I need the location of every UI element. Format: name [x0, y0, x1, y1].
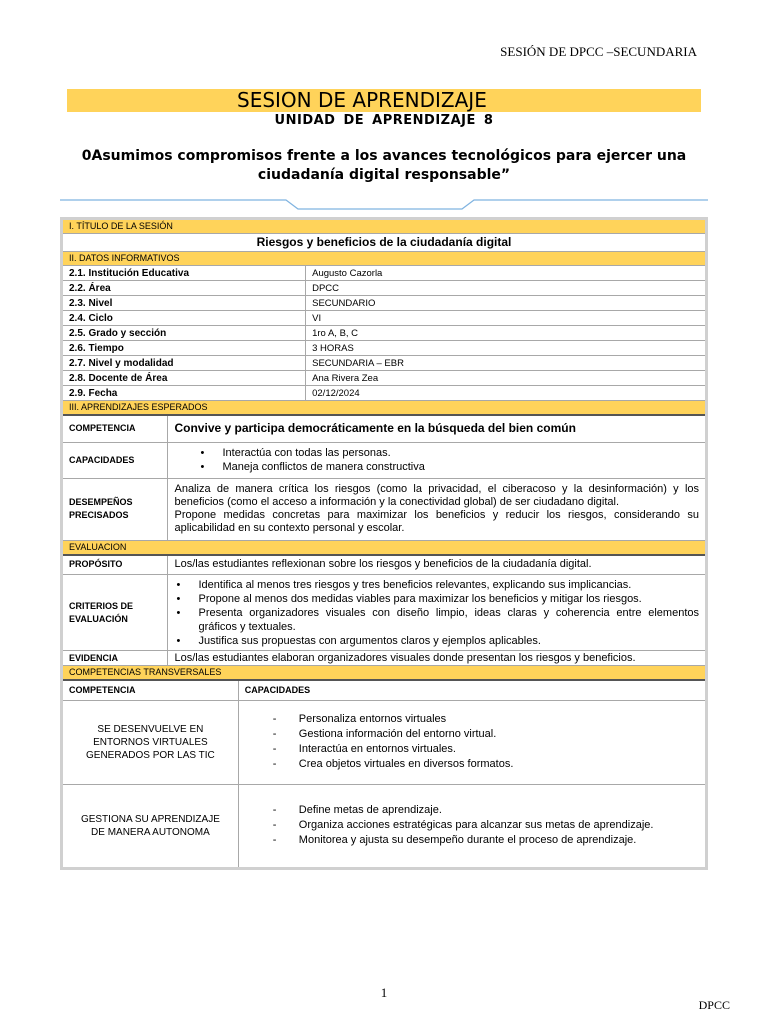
transversal-competencia-2: GESTIONA SU APRENDIZAJE DE MANERA AUTONOMA [62, 784, 239, 868]
row-label: 2.2. Área [62, 281, 306, 296]
list-item: - Monitorea y ajusta su desempeño durante el proceso de aprendizaje. [269, 833, 699, 848]
row-value: Augusto Cazorla [306, 266, 707, 281]
list-item: - Gestiona información del entorno virtual. [269, 727, 699, 742]
transversal-capacidades-2 [238, 784, 706, 868]
row-value: VI [306, 311, 707, 326]
section-evaluacion-heading: EVALUACION [62, 540, 707, 555]
transversales-col-capacidades: CAPACIDADES [238, 680, 706, 700]
row-value: SECUNDARIA – EBR [306, 356, 707, 371]
title-bar [67, 89, 701, 112]
list-item: - Organiza acciones estratégicas para alcanzar sus metas de aprendizaje. [269, 818, 699, 833]
list-item: • Justifica sus propuestas con argumentos claros y ejemplos aplicables. [174, 634, 699, 648]
table-row [62, 266, 707, 281]
table-row [62, 341, 707, 356]
page-header: SESIÓN DE DPCC –SECUNDARIA [500, 44, 697, 59]
capacidades-label: CAPACIDADES [62, 442, 168, 478]
desempenos-label [62, 478, 168, 540]
capacidades-cell [168, 442, 707, 478]
footer-code: DPCC [698, 998, 730, 1012]
row-value: 3 HORAS [306, 341, 707, 356]
table-row [62, 326, 707, 341]
criterios-label-line2: EVALUACIÓN [69, 613, 128, 624]
proposito-label: PROPÓSITO [62, 555, 168, 575]
page-number: 1 [380, 985, 388, 1000]
transversal-competencia-1: SE DESENVUELVE EN ENTORNOS VIRTUALES GENERADOS POR LAS TIC [62, 700, 239, 784]
unit-heading: UNIDAD DE APRENDIZAJE 8 [274, 113, 494, 128]
desempenos-paragraph-1: Analiza de manera crítica los riesgos (como la privacidad, el ciberacoso y la desinformación) y los beneficios (como el acceso a información y la conectividad global) de ser ciudadano digital. [174, 483, 699, 508]
list-item: - Personaliza entornos virtuales [269, 712, 699, 727]
list-item: • Propone al menos dos medidas viables para maximizar los beneficios y mitigar los riesgos. [174, 592, 699, 606]
list-item: • Identifica al menos tres riesgos y tres beneficios relevantes, explicando sus implicancias. [174, 578, 699, 592]
row-value: Ana Rivera Zea [306, 371, 707, 386]
row-label: 2.5. Grado y sección [62, 326, 306, 341]
table-row [62, 311, 707, 326]
session-title: Riesgos y beneficios de la ciudadanía digital [62, 234, 707, 252]
competencia-value: Convive y participa democráticamente en la búsqueda del bien común [168, 415, 707, 442]
table-row [62, 281, 707, 296]
criterios-label [62, 575, 168, 651]
session-table [60, 217, 708, 870]
section-datos-heading: II. DATOS INFORMATIVOS [62, 252, 707, 266]
criterios-label-line1: CRITERIOS DE [69, 600, 134, 611]
transversal-capacidades-1 [238, 700, 706, 784]
criterios-cell [168, 575, 707, 651]
row-label: 2.4. Ciclo [62, 311, 306, 326]
evidencia-value: Los/las estudiantes elaboran organizadores visuales donde presentan los riesgos y beneficios. [168, 651, 707, 666]
row-label: 2.6. Tiempo [62, 341, 306, 356]
row-label: 2.3. Nivel [62, 296, 306, 311]
list-item: • Interactúa con todas las personas. [198, 446, 699, 460]
desempenos-cell [168, 478, 707, 540]
row-value: 02/12/2024 [306, 386, 707, 401]
evidencia-label: EVIDENCIA [62, 651, 168, 666]
row-value: DPCC [306, 281, 707, 296]
list-item: - Define metas de aprendizaje. [269, 803, 699, 818]
section-title-heading: I. TÍTULO DE LA SESIÓN [62, 219, 707, 234]
table-row [62, 371, 707, 386]
row-label: 2.9. Fecha [62, 386, 306, 401]
list-item: - Interactúa en entornos virtuales. [269, 742, 699, 757]
table-row [62, 356, 707, 371]
row-label: 2.1. Institución Educativa [62, 266, 306, 281]
document-title: SESION DE APRENDIZAJE [237, 88, 487, 112]
row-value: 1ro A, B, C [306, 326, 707, 341]
list-item: • Maneja conflictos de manera constructiva [198, 460, 699, 474]
desempenos-paragraph-2: Propone medidas concretas para maximizar los beneficios y reducir los riesgos, considerando su aplicabilidad en su contexto personal y escolar. [174, 509, 699, 534]
list-item: - Crea objetos virtuales en diversos formatos. [269, 757, 699, 772]
desempenos-label-line1: DESEMPEÑOS [69, 497, 133, 507]
section-aprendizajes-heading: III. APRENDIZAJES ESPERADOS [62, 401, 707, 416]
proposito-value: Los/las estudiantes reflexionan sobre los riesgos y beneficios de la ciudadanía digital. [168, 555, 707, 575]
unit-name: 0Asumimos compromisos frente a los avances tecnológicos para ejercer una ciudadanía digital responsable” [81, 148, 687, 183]
list-item: • Presenta organizadores visuales con diseño limpio, ideas claras y coherencia entre elementos gráficos y textuales. [174, 606, 699, 634]
table-row [62, 296, 707, 311]
desempenos-label-line2: PRECISADOS [69, 510, 129, 520]
section-transversales-heading: COMPETENCIAS TRANSVERSALES [62, 666, 707, 681]
decorative-divider [60, 196, 708, 212]
transversales-col-competencia: COMPETENCIA [62, 680, 239, 700]
row-label: 2.8. Docente de Área [62, 371, 306, 386]
competencia-label: COMPETENCIA [62, 415, 168, 442]
row-value: SECUNDARIO [306, 296, 707, 311]
table-row [62, 386, 707, 401]
row-label: 2.7. Nivel y modalidad [62, 356, 306, 371]
